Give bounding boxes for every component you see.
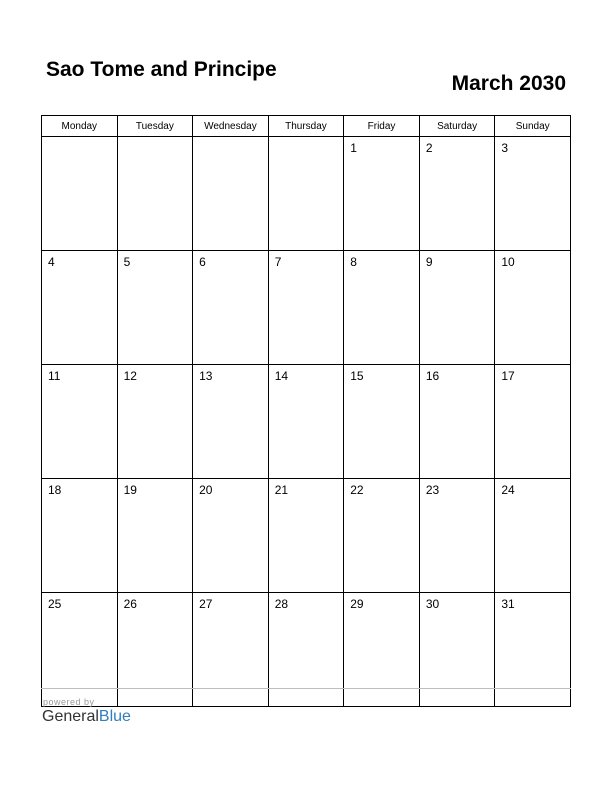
day-cell: 3 (495, 137, 571, 251)
day-cell: 4 (42, 251, 118, 365)
day-cell: 18 (42, 479, 118, 593)
week-row (42, 251, 571, 365)
weekday-header: Monday (42, 116, 118, 137)
day-cell: 23 (419, 479, 495, 593)
footer-divider (41, 688, 571, 689)
generalblue-logo[interactable] (42, 708, 131, 726)
day-cell: 15 (344, 365, 420, 479)
day-cell: 19 (117, 479, 193, 593)
day-cell: 17 (495, 365, 571, 479)
week-row (42, 365, 571, 479)
day-cell: 21 (268, 479, 344, 593)
day-cell: 16 (419, 365, 495, 479)
day-cell: 26 (117, 593, 193, 707)
day-cell: 20 (193, 479, 269, 593)
weekday-header: Friday (344, 116, 420, 137)
day-cell: 24 (495, 479, 571, 593)
month-year-title: March 2030 (451, 72, 566, 95)
day-cell: 28 (268, 593, 344, 707)
day-cell: 31 (495, 593, 571, 707)
weekday-header: Tuesday (117, 116, 193, 137)
day-cell: 14 (268, 365, 344, 479)
weekday-header: Thursday (268, 116, 344, 137)
weekday-header: Sunday (495, 116, 571, 137)
country-title: Sao Tome and Principe (46, 58, 277, 81)
weekday-header: Saturday (419, 116, 495, 137)
weekday-header: Wednesday (193, 116, 269, 137)
day-cell (117, 137, 193, 251)
logo-general-text: General (42, 708, 99, 725)
week-row (42, 479, 571, 593)
day-cell: 11 (42, 365, 118, 479)
day-cell (268, 137, 344, 251)
day-cell (193, 137, 269, 251)
calendar-grid (41, 115, 571, 707)
day-cell: 13 (193, 365, 269, 479)
day-cell: 29 (344, 593, 420, 707)
day-cell: 22 (344, 479, 420, 593)
day-cell: 27 (193, 593, 269, 707)
day-cell: 25 (42, 593, 118, 707)
day-cell (42, 137, 118, 251)
day-cell: 5 (117, 251, 193, 365)
day-cell: 8 (344, 251, 420, 365)
day-cell: 9 (419, 251, 495, 365)
powered-by-text: powered by (43, 697, 95, 707)
day-cell: 2 (419, 137, 495, 251)
day-cell: 12 (117, 365, 193, 479)
logo-blue-text: Blue (98, 708, 131, 725)
day-cell: 1 (344, 137, 420, 251)
day-cell: 30 (419, 593, 495, 707)
day-cell: 7 (268, 251, 344, 365)
week-row (42, 593, 571, 707)
week-row (42, 137, 571, 251)
day-cell: 6 (193, 251, 269, 365)
weekday-header-row (42, 116, 571, 137)
day-cell: 10 (495, 251, 571, 365)
